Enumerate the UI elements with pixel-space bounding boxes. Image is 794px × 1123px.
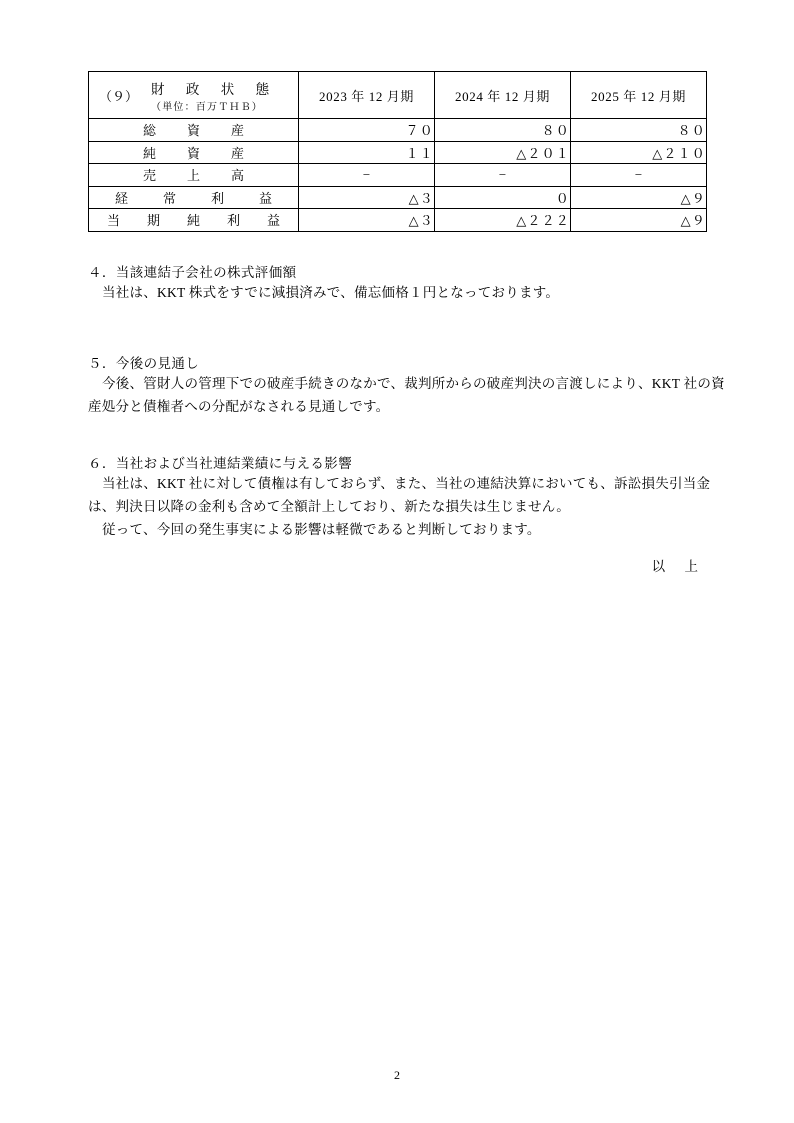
column-header-2024: 2024 年 12 月期 bbox=[435, 72, 571, 119]
cell-net-assets-2025: △２１０ bbox=[571, 141, 707, 164]
section-6-paragraph-1-line-2: は、判決日以降の金利も含めて全額計上しており、新たな損失は生じません。 bbox=[88, 499, 571, 514]
cell-total-assets-2024: ８０ bbox=[435, 119, 571, 142]
section-4 bbox=[88, 261, 708, 304]
page-number: 2 bbox=[394, 1068, 400, 1082]
section-6-paragraph-2-line-1: 従って、今回の発生事実による影響は軽微であると判断しております。 bbox=[102, 522, 541, 537]
section-6-paragraph-1-line-1: 当社は、KKT 社に対して債権は有しておらず、また、当社の連結決算においても、訴訟損失引当金 bbox=[102, 476, 711, 491]
cell-ordinary-income-2023: △３ bbox=[299, 186, 435, 209]
table-row bbox=[89, 141, 707, 164]
financial-status-table bbox=[88, 71, 707, 232]
section-5 bbox=[88, 352, 725, 418]
table-title-cell bbox=[89, 72, 299, 119]
section-5-heading: ５．今後の見通し bbox=[88, 356, 200, 371]
financial-status-table-container bbox=[88, 71, 706, 232]
cell-total-assets-2025: ８０ bbox=[571, 119, 707, 142]
section-6-heading: ６．当社および当社連結業績に与える影響 bbox=[88, 456, 353, 471]
cell-total-assets-2023: ７０ bbox=[299, 119, 435, 142]
cell-ordinary-income-2025: △９ bbox=[571, 186, 707, 209]
table-title: 財 政 状 態 bbox=[151, 82, 279, 97]
cell-net-income-2025: △９ bbox=[571, 209, 707, 232]
row-label-net-assets: 純 資 産 bbox=[89, 141, 299, 164]
table-row bbox=[89, 164, 707, 187]
section-4-paragraph-line-1: 当社は、KKT 株式をすでに減損済みで、備忘価格１円となっております。 bbox=[102, 285, 560, 300]
table-row bbox=[89, 119, 707, 142]
cell-net-sales-2023: − bbox=[299, 164, 435, 187]
cell-net-sales-2025: − bbox=[571, 164, 707, 187]
cell-net-sales-2024: − bbox=[435, 164, 571, 187]
section-6 bbox=[88, 452, 711, 541]
table-header-row bbox=[89, 72, 707, 119]
section-5-paragraph-line-1: 今後、管財人の管理下での破産手続きのなかで、裁判所からの破産判決の言渡しにより、KKT 社の資 bbox=[102, 376, 725, 391]
column-header-2023: 2023 年 12 月期 bbox=[299, 72, 435, 119]
table-row bbox=[89, 209, 707, 232]
row-label-net-sales: 売 上 高 bbox=[89, 164, 299, 187]
cell-net-income-2024: △２２２ bbox=[435, 209, 571, 232]
cell-net-assets-2024: △２０１ bbox=[435, 141, 571, 164]
cell-net-income-2023: △３ bbox=[299, 209, 435, 232]
cell-ordinary-income-2024: ０ bbox=[435, 186, 571, 209]
table-section-number: （９） bbox=[99, 89, 139, 104]
cell-net-assets-2023: １１ bbox=[299, 141, 435, 164]
column-header-2025: 2025 年 12 月期 bbox=[571, 72, 707, 119]
row-label-net-income: 当 期 純 利 益 bbox=[89, 209, 299, 232]
section-4-heading: ４．当該連結子会社の株式評価額 bbox=[88, 265, 297, 280]
table-row bbox=[89, 186, 707, 209]
row-label-total-assets: 総 資 産 bbox=[89, 119, 299, 142]
closing-note: 以 上 bbox=[651, 559, 706, 574]
section-5-paragraph-line-2: 産処分と債権者への分配がなされる見通しです。 bbox=[88, 399, 390, 414]
row-label-ordinary-income: 経 常 利 益 bbox=[89, 186, 299, 209]
table-unit-note: （単位：百万ＴＨＢ） bbox=[151, 102, 263, 113]
